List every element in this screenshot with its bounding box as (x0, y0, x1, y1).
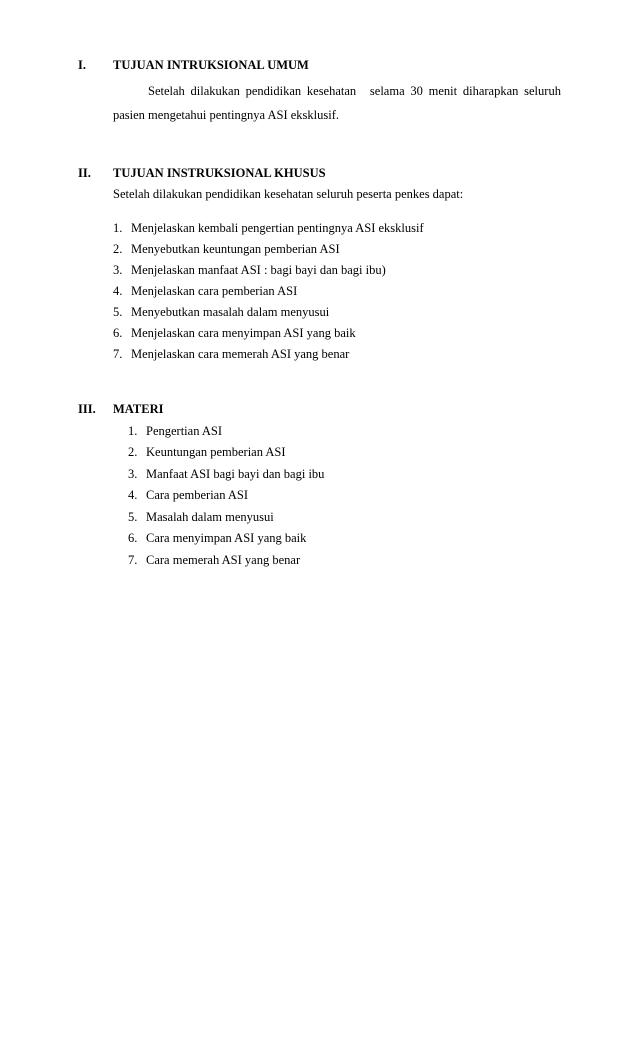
list-item (128, 445, 286, 460)
list-item-number: 2. (113, 242, 123, 256)
list-item-text: Menjelaskan cara pemberian ASI (131, 284, 298, 298)
section-1-number: I. (78, 58, 86, 72)
word: diharapkan (462, 84, 519, 98)
list-item (113, 263, 386, 278)
list-item (128, 553, 300, 568)
word: dilakukan (190, 84, 240, 98)
list-item-number: 6. (113, 326, 123, 340)
section-3-number: III. (78, 402, 96, 416)
list-item (113, 326, 356, 341)
list-item-text: Menjelaskan manfaat ASI : bagi bayi dan bagi ibu) (131, 263, 386, 277)
word: menit (428, 84, 458, 98)
list-item-number: 5. (128, 510, 138, 524)
list-item (128, 531, 306, 546)
list-item (113, 305, 329, 320)
list-item-number: 1. (113, 221, 123, 235)
word: pendidikan (245, 84, 302, 98)
list-item-text: Masalah dalam menyusui (146, 510, 274, 524)
list-item-text: Manfaat ASI bagi bayi dan bagi ibu (146, 467, 325, 481)
list-item (113, 347, 349, 362)
list-item-text: Menjelaskan cara memerah ASI yang benar (131, 347, 350, 361)
list-item-number: 2. (128, 445, 138, 459)
list-item-number: 3. (128, 467, 138, 481)
list-item (128, 467, 324, 482)
list-item-number: 6. (128, 531, 138, 545)
list-item-number: 7. (113, 347, 123, 361)
list-item-text: Cara menyimpan ASI yang baik (146, 531, 307, 545)
list-item-number: 1. (128, 424, 138, 438)
list-item (128, 510, 274, 525)
list-item-text: Menyebutkan masalah dalam menyusui (131, 305, 330, 319)
section-2-number: II. (78, 166, 91, 180)
list-item-text: Cara memerah ASI yang benar (146, 553, 301, 567)
list-item-number: 4. (113, 284, 123, 298)
word: Setelah (148, 84, 185, 98)
list-item-text: Pengertian ASI (146, 424, 223, 438)
list-item (128, 424, 222, 439)
list-item-text: Keuntungan pemberian ASI (146, 445, 286, 459)
word: selama (369, 84, 405, 98)
list-item (113, 242, 340, 257)
section-1-paragraph-line1 (113, 84, 561, 99)
list-item-number: 4. (128, 488, 138, 502)
list-item-text: Menjelaskan cara menyimpan ASI yang baik (131, 326, 356, 340)
word: 30 (410, 84, 423, 98)
list-item-text: Cara pemberian ASI (146, 488, 249, 502)
list-item (128, 488, 248, 503)
section-2-title: TUJUAN INSTRUKSIONAL KHUSUS (113, 166, 326, 180)
list-item-number: 5. (113, 305, 123, 319)
list-item-text: Menyebutkan keuntungan pemberian ASI (131, 242, 340, 256)
list-item-number: 7. (128, 553, 138, 567)
list-item-number: 3. (113, 263, 123, 277)
section-1-paragraph-line2: pasien mengetahui pentingnya ASI eksklusif. (113, 108, 340, 122)
list-item (113, 221, 424, 236)
word: kesehatan (306, 84, 357, 98)
section-3-title: MATERI (113, 402, 164, 416)
section-1-title: TUJUAN INTRUKSIONAL UMUM (113, 58, 309, 72)
list-item (113, 284, 297, 299)
list-item-text: Menjelaskan kembali pengertian pentingnya ASI eksklusif (131, 221, 424, 235)
section-2-intro: Setelah dilakukan pendidikan kesehatan seluruh peserta penkes dapat: (113, 187, 464, 201)
word: seluruh (524, 84, 561, 98)
